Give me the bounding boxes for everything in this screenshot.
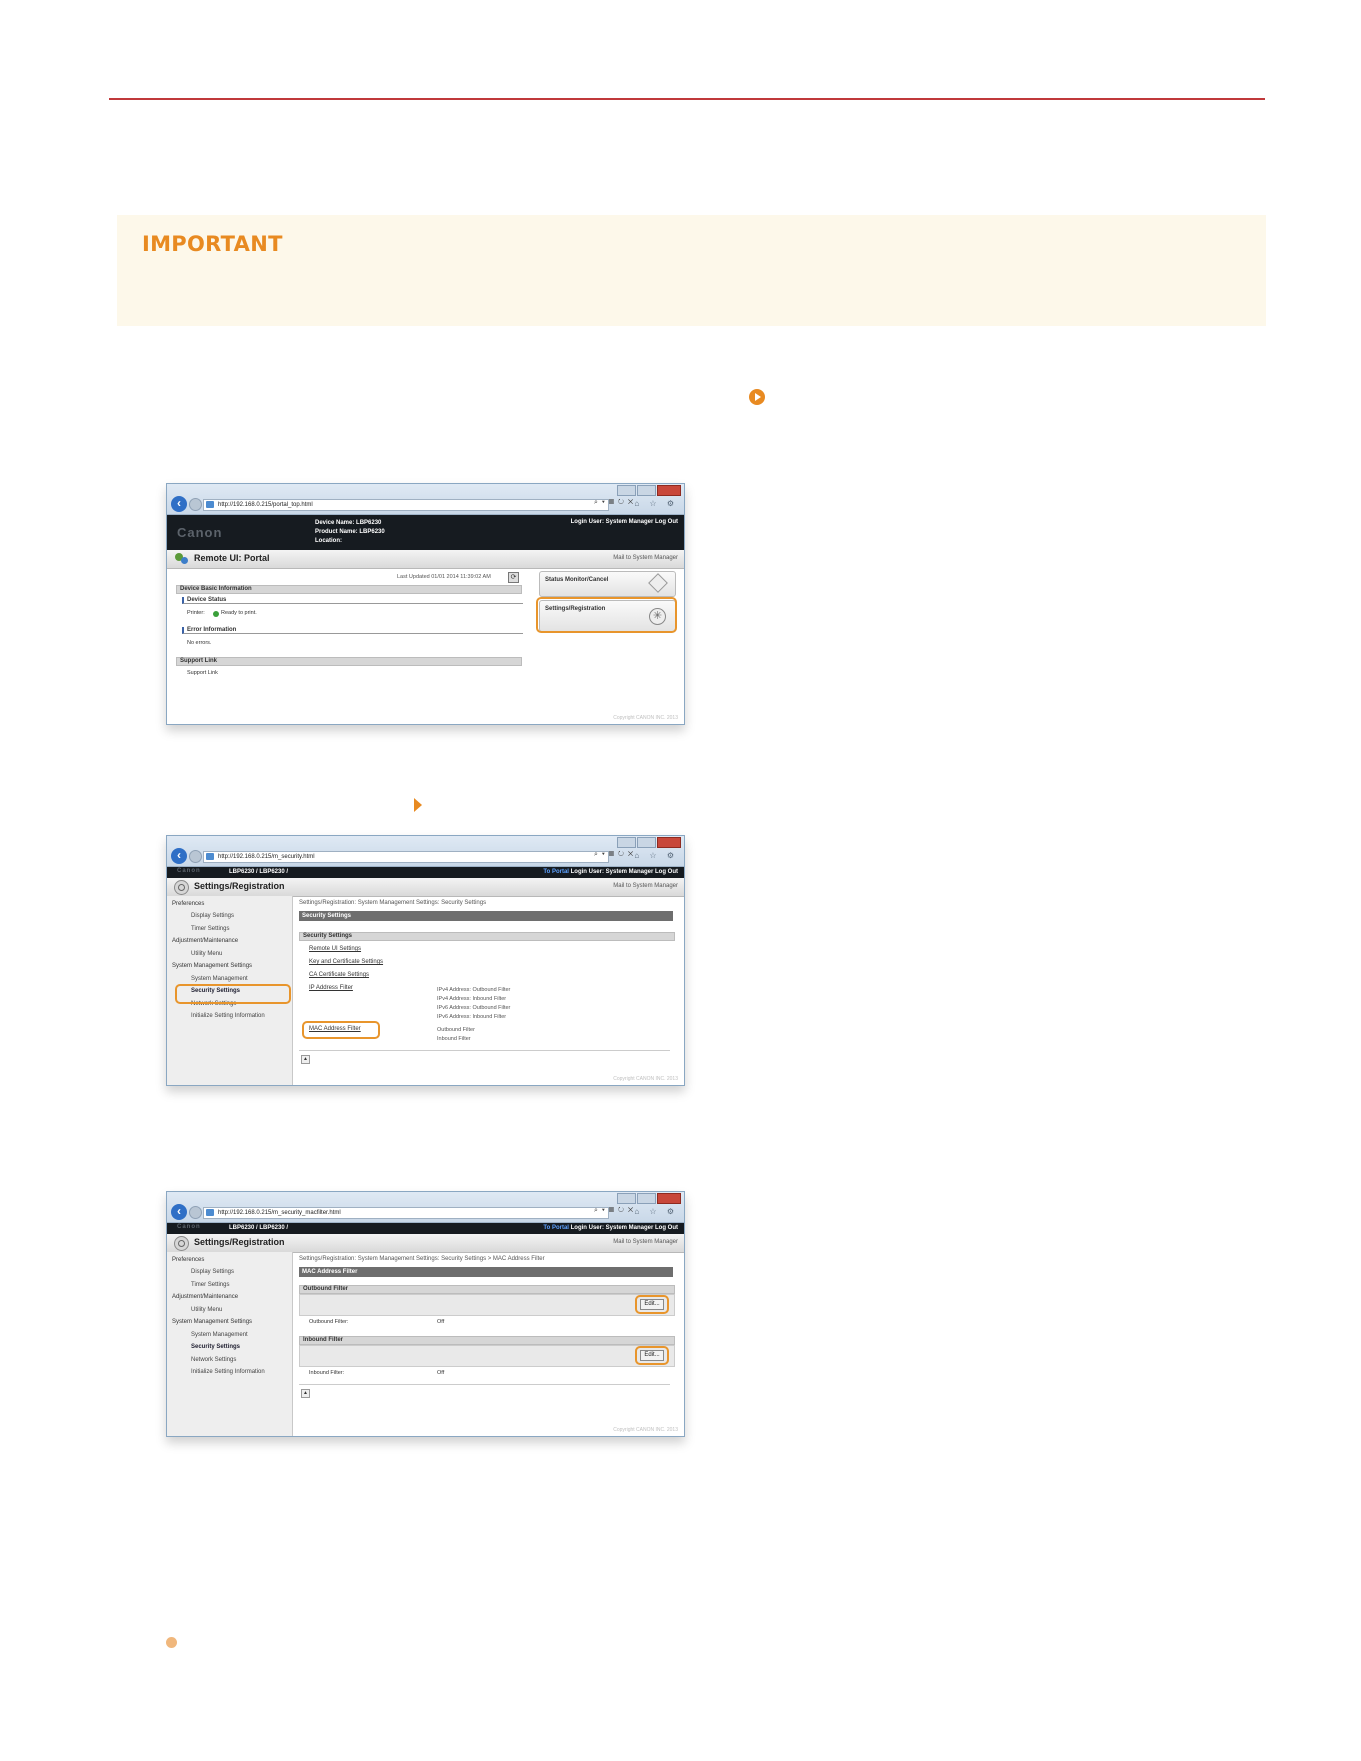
to-portal-link[interactable]: To Portal bbox=[543, 1225, 569, 1231]
key-certificate-settings-link[interactable]: Key and Certificate Settings bbox=[309, 959, 384, 965]
device-basic-info-bar: Device Basic Information bbox=[176, 585, 522, 594]
screenshot-security-settings bbox=[166, 835, 685, 1086]
outbound-panel bbox=[299, 1294, 675, 1316]
device-status-heading-text: Device Status bbox=[187, 597, 227, 603]
address-bar[interactable]: http://192.168.0.215/portal_top.html bbox=[203, 499, 609, 511]
inbound-label: Inbound Filter: bbox=[309, 1370, 345, 1376]
content-area bbox=[299, 1256, 676, 1432]
copyright: Copyright CANON INC. 2013 bbox=[613, 1076, 678, 1082]
address-tools-icon[interactable]: ⌕ ▾ ▦ ↻ ✕ bbox=[594, 851, 635, 858]
address-bar[interactable]: http://192.168.0.215/m_security.html bbox=[203, 851, 609, 863]
highlight-mac-address-filter bbox=[302, 1021, 380, 1039]
window-buttons bbox=[616, 837, 681, 848]
ip-address-filter-link[interactable]: IP Address Filter bbox=[309, 985, 353, 991]
bullet-dot-icon bbox=[166, 1637, 177, 1648]
back-icon[interactable]: ‹ bbox=[171, 1204, 187, 1220]
minimize-icon[interactable] bbox=[617, 1193, 636, 1204]
link-arrow-icon[interactable] bbox=[749, 389, 765, 405]
remote-ui-settings-link[interactable]: Remote UI Settings bbox=[309, 946, 362, 952]
inbound-value: Off bbox=[437, 1370, 445, 1376]
sidebar-item-system-management[interactable]: System Management bbox=[191, 976, 248, 982]
to-portal-link[interactable]: To Portal bbox=[543, 869, 569, 875]
support-link-bar: Support Link bbox=[176, 657, 522, 666]
page-title: Settings/Registration bbox=[194, 1237, 285, 1247]
address-tools-icon[interactable]: ⌕ ▾ ▦ ↻ ✕ bbox=[594, 1207, 635, 1214]
maximize-icon[interactable] bbox=[637, 837, 656, 848]
page-heading: MAC Address Filter bbox=[299, 1267, 673, 1277]
maximize-icon[interactable] bbox=[637, 1193, 656, 1204]
canon-logo: Canon bbox=[177, 525, 223, 540]
printer-status: Ready to print. bbox=[221, 610, 257, 616]
address-bar[interactable]: http://192.168.0.215/m_security_macfilter.html bbox=[203, 1207, 609, 1219]
status-monitor-icon bbox=[648, 573, 668, 593]
browser-toolbar-icons[interactable]: ⌂ ☆ ⚙ bbox=[634, 499, 678, 508]
ip-filter-detail: IPv6 Address: Outbound Filter bbox=[437, 1005, 511, 1011]
ip-filter-detail: IPv4 Address: Inbound Filter bbox=[437, 996, 507, 1002]
screenshot-portal bbox=[166, 483, 685, 725]
login-user[interactable]: Login User: System Manager Log Out bbox=[570, 869, 678, 875]
sidebar-item-utility-menu[interactable]: Utility Menu bbox=[191, 951, 223, 957]
sidebar-item-timer-settings[interactable]: Timer Settings bbox=[191, 926, 230, 932]
sidebar-item-network-settings[interactable]: Network Settings bbox=[191, 1357, 237, 1363]
sidebar-item-adjustment-maintenance[interactable]: Adjustment/Maintenance bbox=[172, 1294, 239, 1300]
sidebar bbox=[167, 1252, 293, 1436]
mail-link[interactable]: Mail to System Manager bbox=[613, 1239, 678, 1245]
settings-gear-icon bbox=[174, 1236, 189, 1251]
device-name: LBP6230 bbox=[356, 520, 382, 526]
ready-icon bbox=[213, 611, 219, 617]
portal-titlebar bbox=[167, 550, 684, 569]
copyright: Copyright CANON INC. 2013 bbox=[613, 715, 678, 721]
screenshot-mac-address-filter bbox=[166, 1191, 685, 1437]
browser-toolbar-icons[interactable]: ⌂ ☆ ⚙ bbox=[634, 851, 678, 860]
device-path: LBP6230 / LBP6230 / bbox=[229, 1225, 289, 1231]
minimize-icon[interactable] bbox=[617, 837, 636, 848]
settings-titlebar bbox=[167, 878, 684, 897]
browser-chrome bbox=[167, 1192, 684, 1223]
ip-filter-detail: IPv4 Address: Outbound Filter bbox=[437, 987, 511, 993]
error-info-heading-text: Error Information bbox=[187, 627, 237, 633]
minimize-icon[interactable] bbox=[617, 485, 636, 496]
mail-link[interactable]: Mail to System Manager bbox=[613, 555, 678, 561]
highlight-settings-registration bbox=[536, 597, 677, 633]
device-name-label: Device Name: bbox=[315, 520, 355, 526]
sidebar-item-display-settings[interactable]: Display Settings bbox=[191, 1269, 235, 1275]
copyright: Copyright CANON INC. 2013 bbox=[613, 1427, 678, 1433]
device-header bbox=[167, 1223, 684, 1234]
error-info-heading bbox=[182, 627, 523, 634]
sidebar-item-preferences[interactable]: Preferences bbox=[172, 901, 205, 907]
inbound-panel bbox=[299, 1345, 675, 1367]
site-icon bbox=[206, 1209, 214, 1216]
site-icon bbox=[206, 853, 214, 860]
highlight-outbound-edit bbox=[635, 1295, 669, 1314]
support-link[interactable]: Support Link bbox=[187, 670, 218, 676]
device-status-heading bbox=[182, 597, 523, 604]
breadcrumb: Settings/Registration: System Management Settings: Security Settings bbox=[299, 900, 487, 906]
sidebar-item-display-settings[interactable]: Display Settings bbox=[191, 913, 235, 919]
inbound-edit-button[interactable]: Edit... bbox=[640, 1350, 664, 1361]
page-top-icon[interactable]: ▲ bbox=[301, 1389, 310, 1398]
sidebar-item-system-management[interactable]: System Management bbox=[191, 1332, 248, 1338]
important-label: IMPORTANT bbox=[142, 232, 283, 256]
settings-gear-icon bbox=[174, 880, 189, 895]
back-icon[interactable]: ‹ bbox=[171, 848, 187, 864]
inbound-heading: Inbound Filter bbox=[299, 1336, 675, 1345]
sidebar-item-utility-menu[interactable]: Utility Menu bbox=[191, 1307, 223, 1313]
refresh-icon[interactable]: ⟳ bbox=[508, 572, 519, 583]
outbound-heading: Outbound Filter bbox=[299, 1285, 675, 1294]
mac-address-filter-link[interactable]: MAC Address Filter bbox=[309, 1026, 361, 1032]
outbound-edit-button[interactable]: Edit... bbox=[640, 1299, 664, 1310]
browser-toolbar-icons[interactable]: ⌂ ☆ ⚙ bbox=[634, 1207, 678, 1216]
forward-icon[interactable] bbox=[189, 850, 202, 863]
device-header bbox=[167, 867, 684, 878]
product-name: LBP6230 bbox=[359, 529, 385, 535]
login-user[interactable]: Login User: System Manager Log Out bbox=[570, 1225, 678, 1231]
page-top-icon[interactable]: ▲ bbox=[301, 1055, 310, 1064]
login-user[interactable]: Login User: System Manager Log Out bbox=[570, 519, 678, 525]
settings-titlebar bbox=[167, 1234, 684, 1253]
step-arrow-icon bbox=[414, 798, 422, 812]
device-header bbox=[167, 515, 684, 550]
sidebar-item-system-management-settings[interactable]: System Management Settings bbox=[172, 1319, 253, 1325]
maximize-icon[interactable] bbox=[637, 485, 656, 496]
close-icon[interactable] bbox=[657, 837, 681, 848]
content-divider bbox=[299, 1050, 670, 1051]
content-divider bbox=[299, 1384, 670, 1385]
breadcrumb: Settings/Registration: System Management Settings: Security Settings > MAC Address Filter bbox=[299, 1256, 545, 1262]
close-icon[interactable] bbox=[657, 485, 681, 496]
back-icon[interactable]: ‹ bbox=[171, 496, 187, 512]
no-errors: No errors. bbox=[187, 640, 212, 646]
sidebar-item-security-settings[interactable]: Security Settings bbox=[191, 988, 241, 994]
header-right bbox=[543, 869, 678, 875]
outbound-label: Outbound Filter: bbox=[309, 1319, 349, 1325]
sidebar-item-initialize-setting-information[interactable]: Initialize Setting Information bbox=[191, 1369, 265, 1375]
page-title: Remote UI: Portal bbox=[194, 553, 270, 563]
page-heading: Security Settings bbox=[299, 911, 673, 921]
header-right bbox=[543, 1225, 678, 1231]
close-icon[interactable] bbox=[657, 1193, 681, 1204]
canon-logo: Canon bbox=[177, 1224, 201, 1230]
header-rule bbox=[109, 98, 1265, 100]
mac-filter-detail: Outbound Filter bbox=[437, 1027, 475, 1033]
ip-filter-detail: IPv6 Address: Inbound Filter bbox=[437, 1014, 507, 1020]
window-buttons bbox=[616, 1193, 681, 1204]
content-area bbox=[299, 900, 676, 1080]
sidebar-item-preferences[interactable]: Preferences bbox=[172, 1257, 205, 1263]
ca-certificate-settings-link[interactable]: CA Certificate Settings bbox=[309, 972, 370, 978]
forward-icon[interactable] bbox=[189, 498, 202, 511]
settings-registration-icon: ✳ bbox=[649, 608, 666, 625]
browser-chrome bbox=[167, 836, 684, 867]
section-heading: Security Settings bbox=[299, 932, 675, 941]
sidebar-item-system-management-settings[interactable]: System Management Settings bbox=[172, 963, 253, 969]
page-title: Settings/Registration bbox=[194, 881, 285, 891]
portal-icon-secondary bbox=[181, 557, 188, 564]
last-updated: Last Updated 01/01 2014 11:39:02 AM bbox=[397, 574, 491, 580]
canon-logo: Canon bbox=[177, 868, 201, 874]
address-tools-icon[interactable]: ⌕ ▾ ▦ ↻ ✕ bbox=[594, 499, 635, 506]
outbound-value: Off bbox=[437, 1319, 445, 1325]
highlight-inbound-edit bbox=[635, 1346, 669, 1365]
sidebar-item-timer-settings[interactable]: Timer Settings bbox=[191, 1282, 230, 1288]
sidebar-item-initialize-setting-information[interactable]: Initialize Setting Information bbox=[191, 1013, 265, 1019]
sidebar-item-network-settings[interactable]: Network Settings bbox=[191, 1001, 237, 1007]
mac-filter-detail: Inbound Filter bbox=[437, 1036, 471, 1042]
mail-link[interactable]: Mail to System Manager bbox=[613, 883, 678, 889]
device-path: LBP6230 / LBP6230 / bbox=[229, 869, 289, 875]
sidebar-item-security-settings[interactable]: Security Settings bbox=[191, 1344, 241, 1350]
status-monitor-label: Status Monitor/Cancel bbox=[545, 577, 609, 583]
browser-chrome bbox=[167, 484, 684, 515]
sidebar-item-adjustment-maintenance[interactable]: Adjustment/Maintenance bbox=[172, 938, 239, 944]
important-box bbox=[117, 215, 1266, 326]
location-label: Location: bbox=[315, 538, 342, 544]
forward-icon[interactable] bbox=[189, 1206, 202, 1219]
product-name-label: Product Name: bbox=[315, 529, 358, 535]
window-buttons bbox=[616, 485, 681, 496]
status-monitor-button[interactable] bbox=[539, 571, 676, 597]
site-icon bbox=[206, 501, 214, 508]
highlight-security-settings bbox=[175, 984, 291, 1004]
printer-label: Printer: bbox=[187, 610, 205, 616]
settings-registration-label: Settings/Registration bbox=[545, 606, 606, 612]
